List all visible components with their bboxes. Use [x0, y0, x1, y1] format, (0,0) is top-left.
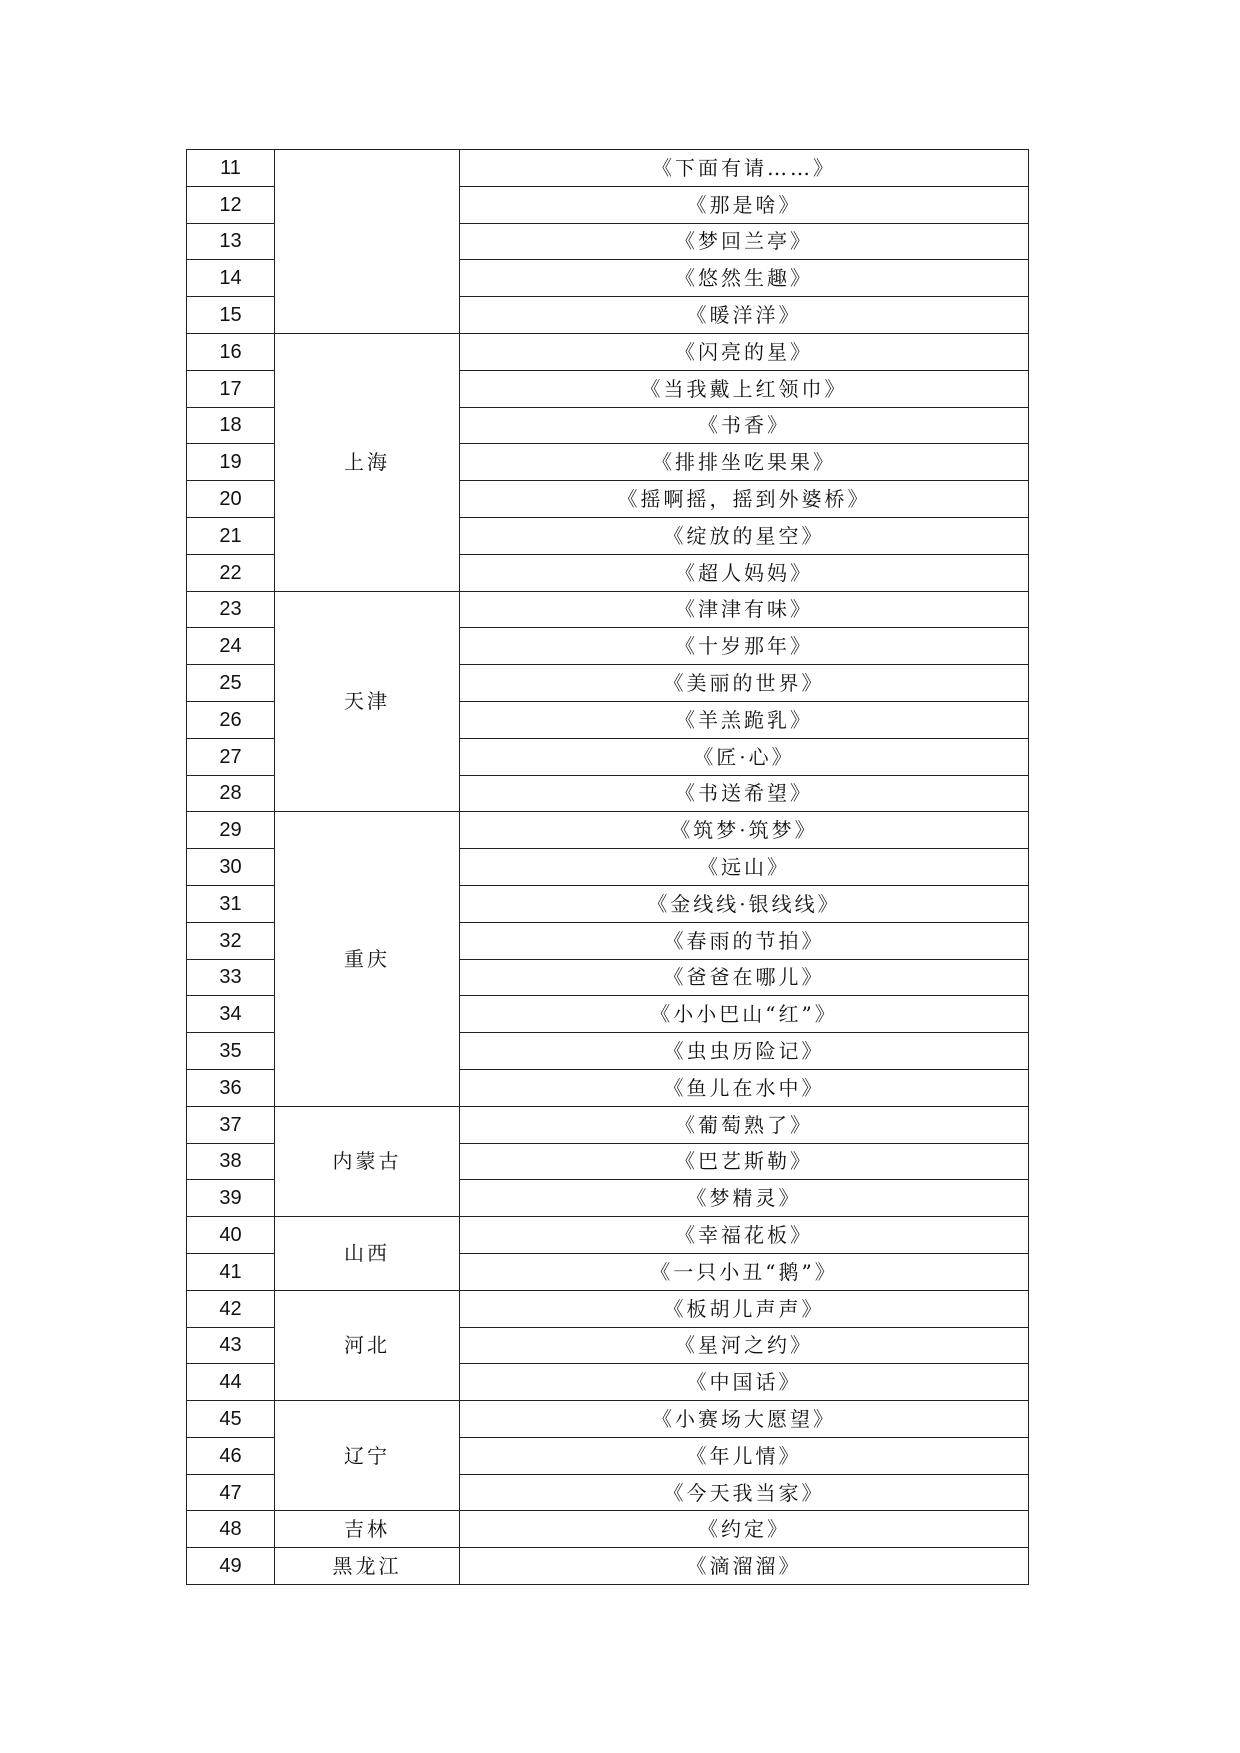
row-number: 35 — [187, 1033, 275, 1070]
row-number: 31 — [187, 885, 275, 922]
row-number: 41 — [187, 1253, 275, 1290]
region-cell: 山西 — [275, 1217, 460, 1291]
program-title: 《约定》 — [460, 1511, 1029, 1548]
row-number: 46 — [187, 1437, 275, 1474]
program-title: 《板胡儿声声》 — [460, 1290, 1029, 1327]
program-title: 《美丽的世界》 — [460, 665, 1029, 702]
program-title: 《滴溜溜》 — [460, 1548, 1029, 1585]
table-body — [187, 150, 1029, 1585]
row-number: 16 — [187, 333, 275, 370]
program-title: 《远山》 — [460, 849, 1029, 886]
program-title: 《津津有味》 — [460, 591, 1029, 628]
row-number: 39 — [187, 1180, 275, 1217]
region-cell: 吉林 — [275, 1511, 460, 1548]
row-number: 13 — [187, 223, 275, 260]
row-number: 42 — [187, 1290, 275, 1327]
region-cell: 重庆 — [275, 812, 460, 1106]
region-cell: 河北 — [275, 1290, 460, 1400]
table-row — [187, 150, 1029, 187]
program-title: 《下面有请……》 — [460, 150, 1029, 187]
row-number: 17 — [187, 370, 275, 407]
row-number: 44 — [187, 1364, 275, 1401]
row-number: 27 — [187, 738, 275, 775]
table-row — [187, 1106, 1029, 1143]
row-number: 11 — [187, 150, 275, 187]
row-number: 21 — [187, 517, 275, 554]
program-title: 《小小巴山“红”》 — [460, 996, 1029, 1033]
program-title: 《超人妈妈》 — [460, 554, 1029, 591]
region-cell — [275, 150, 460, 334]
program-title: 《小赛场大愿望》 — [460, 1401, 1029, 1438]
row-number: 25 — [187, 665, 275, 702]
row-number: 36 — [187, 1069, 275, 1106]
row-number: 18 — [187, 407, 275, 444]
row-number: 15 — [187, 297, 275, 334]
row-number: 19 — [187, 444, 275, 481]
row-number: 24 — [187, 628, 275, 665]
table-row — [187, 1511, 1029, 1548]
program-title: 《星河之约》 — [460, 1327, 1029, 1364]
program-title: 《当我戴上红领巾》 — [460, 370, 1029, 407]
program-title: 《一只小丑“鹅”》 — [460, 1253, 1029, 1290]
row-number: 45 — [187, 1401, 275, 1438]
program-title: 《摇啊摇，摇到外婆桥》 — [460, 481, 1029, 518]
program-title: 《年儿情》 — [460, 1437, 1029, 1474]
program-title: 《中国话》 — [460, 1364, 1029, 1401]
row-number: 38 — [187, 1143, 275, 1180]
row-number: 30 — [187, 849, 275, 886]
region-cell: 内蒙古 — [275, 1106, 460, 1216]
row-number: 48 — [187, 1511, 275, 1548]
program-title: 《虫虫历险记》 — [460, 1033, 1029, 1070]
row-number: 20 — [187, 481, 275, 518]
row-number: 23 — [187, 591, 275, 628]
row-number: 29 — [187, 812, 275, 849]
program-title: 《春雨的节拍》 — [460, 922, 1029, 959]
row-number: 28 — [187, 775, 275, 812]
row-number: 22 — [187, 554, 275, 591]
program-title: 《幸福花板》 — [460, 1217, 1029, 1254]
program-title: 《爸爸在哪儿》 — [460, 959, 1029, 996]
row-number: 49 — [187, 1548, 275, 1585]
table-row — [187, 1548, 1029, 1585]
program-title: 《十岁那年》 — [460, 628, 1029, 665]
row-number: 47 — [187, 1474, 275, 1511]
row-number: 14 — [187, 260, 275, 297]
row-number: 12 — [187, 186, 275, 223]
program-title: 《葡萄熟了》 — [460, 1106, 1029, 1143]
program-title: 《书送希望》 — [460, 775, 1029, 812]
program-list-table — [186, 149, 1029, 1585]
table-row — [187, 1217, 1029, 1254]
table-row — [187, 812, 1029, 849]
program-title: 《闪亮的星》 — [460, 333, 1029, 370]
program-title: 《梦回兰亭》 — [460, 223, 1029, 260]
table-row — [187, 1401, 1029, 1438]
row-number: 26 — [187, 701, 275, 738]
program-title: 《筑梦·筑梦》 — [460, 812, 1029, 849]
program-title: 《书香》 — [460, 407, 1029, 444]
row-number: 33 — [187, 959, 275, 996]
region-cell: 上海 — [275, 333, 460, 591]
table-row — [187, 591, 1029, 628]
region-cell: 辽宁 — [275, 1401, 460, 1511]
row-number: 34 — [187, 996, 275, 1033]
program-title: 《悠然生趣》 — [460, 260, 1029, 297]
row-number: 43 — [187, 1327, 275, 1364]
program-title: 《那是啥》 — [460, 186, 1029, 223]
program-title: 《巴艺斯勒》 — [460, 1143, 1029, 1180]
program-title: 《绽放的星空》 — [460, 517, 1029, 554]
program-title: 《梦精灵》 — [460, 1180, 1029, 1217]
program-title: 《鱼儿在水中》 — [460, 1069, 1029, 1106]
row-number: 40 — [187, 1217, 275, 1254]
program-title: 《羊羔跪乳》 — [460, 701, 1029, 738]
region-cell: 天津 — [275, 591, 460, 812]
program-title: 《暖洋洋》 — [460, 297, 1029, 334]
region-cell: 黑龙江 — [275, 1548, 460, 1585]
program-title: 《匠·心》 — [460, 738, 1029, 775]
program-title: 《今天我当家》 — [460, 1474, 1029, 1511]
program-title: 《排排坐吃果果》 — [460, 444, 1029, 481]
row-number: 37 — [187, 1106, 275, 1143]
table-row — [187, 1290, 1029, 1327]
row-number: 32 — [187, 922, 275, 959]
program-title: 《金线线·银线线》 — [460, 885, 1029, 922]
table-row — [187, 333, 1029, 370]
